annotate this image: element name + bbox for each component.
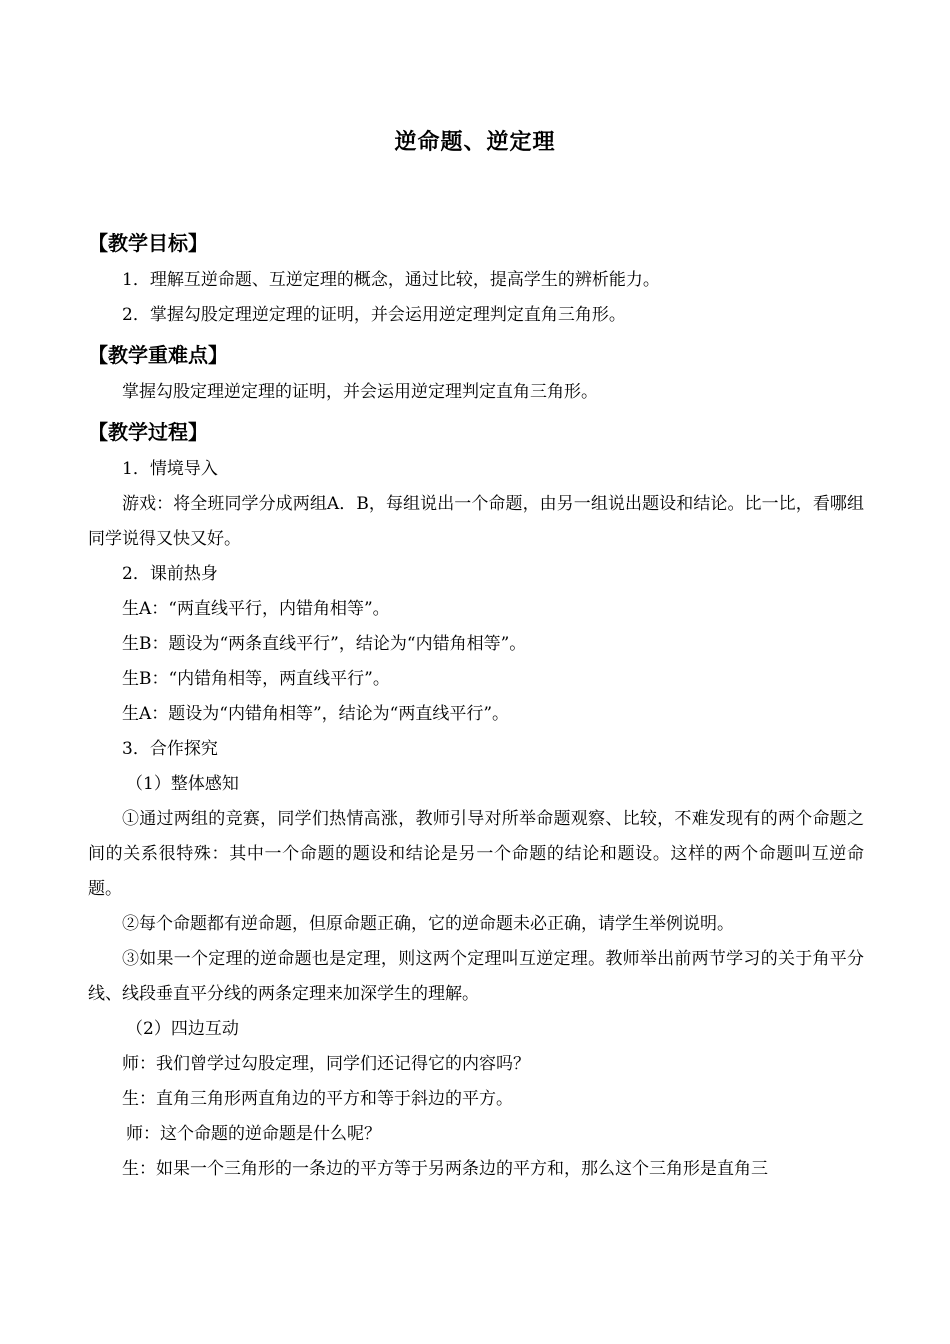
paragraph: 掌握勾股定理逆定理的证明，并会运用逆定理判定直角三角形。 [122, 382, 598, 402]
paragraph: 生：如果一个三角形的一条边的平方等于另两条边的平方和，那么这个三角形是直角三 [122, 1159, 768, 1179]
paragraph: 1．理解互逆命题、互逆定理的概念，通过比较，提高学生的辨析能力。 [122, 270, 660, 290]
paragraph: （1）整体感知 [126, 774, 239, 794]
paragraph: 生A：“两直线平行，内错角相等”。 [122, 599, 390, 619]
section-heading-key-points: 【教学重难点】 [88, 343, 228, 367]
paragraph: 生A：题设为“内错角相等”，结论为“两直线平行”。 [122, 704, 510, 724]
paragraph: 生B：题设为“两条直线平行”，结论为“内错角相等”。 [122, 634, 527, 654]
paragraph: 2．掌握勾股定理逆定理的证明，并会运用逆定理判定直角三角形。 [122, 305, 626, 325]
paragraph: 生：直角三角形两直角边的平方和等于斜边的平方。 [122, 1089, 513, 1109]
page-title: 逆命题、逆定理 [394, 129, 556, 155]
paragraph: （2）四边互动 [126, 1019, 239, 1039]
paragraph: 师：这个命题的逆命题是什么呢？ [126, 1124, 381, 1144]
section-heading-process: 【教学过程】 [88, 420, 208, 444]
paragraph: ②每个命题都有逆命题，但原命题正确，它的逆命题未必正确，请学生举例说明。 [122, 914, 734, 934]
paragraph: 师：我们曾学过勾股定理，同学们还记得它的内容吗？ [122, 1054, 530, 1074]
section-heading-objectives: 【教学目标】 [88, 231, 208, 255]
paragraph: ①通过两组的竞赛，同学们热情高涨，教师引导对所举命题观察、比较，不难发现有的两个命题之间的关系很特殊：其中一个命题的题设和结论是另一个命题的结论和题设。这样的两个命题叫互逆命题。 [88, 809, 864, 899]
paragraph: ③如果一个定理的逆命题也是定理，则这两个定理叫互逆定理。教师举出前两节学习的关于角平分线、线段垂直平分线的两条定理来加深学生的理解。 [88, 949, 864, 1004]
paragraph: 2．课前热身 [122, 564, 218, 584]
document-body [88, 227, 864, 1187]
paragraph: 1．情境导入 [122, 459, 218, 479]
paragraph: 3．合作探究 [122, 739, 218, 759]
paragraph: 生B：“内错角相等，两直线平行”。 [122, 669, 390, 689]
paragraph: 游戏：将全班同学分成两组A．B，每组说出一个命题，由另一组说出题设和结论。比一比，看哪组同学说得又快又好。 [88, 494, 864, 549]
